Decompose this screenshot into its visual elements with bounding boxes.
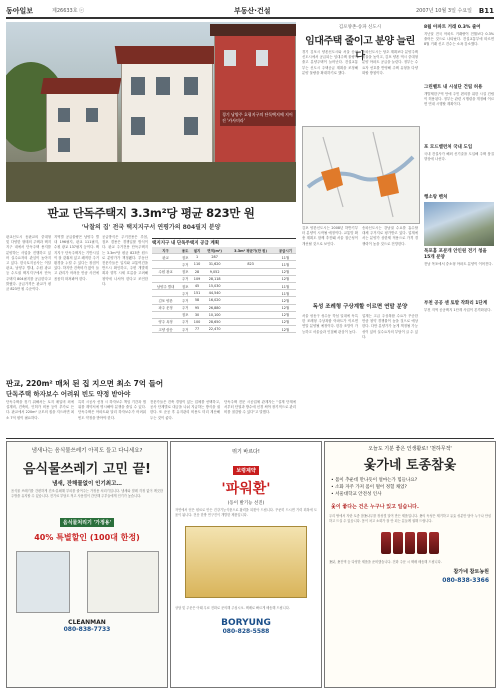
section-title: 부동산·건설 — [234, 7, 271, 15]
lead-photo — [6, 22, 296, 202]
ad2-body: 자연에서 얻은 원료로 만든 건강기능식품으로 활력을 되찾아 드립니다. 꾸준히 드시면 기력 회복에 도움이 됩니다. 전문 한방 연구진이 개발한 제품입니다. — [175, 508, 317, 517]
right-headline: 임대주택 줄이고 분양 늘린다 — [305, 36, 415, 62]
briefs-column — [424, 22, 494, 427]
table-cell: 점포 — [179, 311, 191, 318]
table-cell: 12월 — [275, 275, 296, 282]
ad1-badge: 음식물처리기 '가정용' — [60, 518, 114, 527]
map-graphic — [303, 127, 419, 223]
table-row — [152, 261, 296, 268]
site-map — [302, 126, 420, 224]
table-cell: 28 — [191, 268, 203, 275]
table-cell: 주거 — [179, 297, 191, 304]
brief-head-5: 목포홈 포분개 안인원 전기 청을 15개 분양 — [424, 249, 487, 260]
table-cell: 151 — [191, 290, 203, 297]
table-row — [152, 282, 296, 289]
right-article — [302, 22, 418, 427]
ad2-tag: 보령제약 — [233, 466, 258, 475]
table-cell: 58 — [191, 297, 203, 304]
table-cell: 점포 — [179, 254, 191, 261]
table-cell: 28,118 — [203, 275, 226, 282]
table-cell — [226, 290, 275, 297]
ad2-kicker: 뛰기 바르다! — [232, 449, 260, 455]
table-row — [152, 297, 296, 304]
ad3-body: 우리 땅에서 자란 토종 참옻나무를 정성껏 달여 만든 제품입니다. 옻의 독성은 제거하고 유효 성분만 담아 누구나 안심하고 드실 수 있습니다. 몸이 차고 소화가 잘 안 되는 분들께 권해 드립니다. — [329, 514, 491, 523]
table-row — [152, 318, 296, 325]
ad3-product-image — [325, 532, 495, 558]
newspaper-logo: 동아일보 — [6, 7, 34, 15]
table-cell — [152, 311, 179, 318]
table-row — [152, 304, 296, 311]
table-header: 용도 — [179, 247, 191, 254]
brief-text-5: 전남 목포에서 중소형 아파트 분양이 이어진다. — [424, 262, 493, 266]
brief-text-6: 부천 지역 공공택지 1단계 사업이 본격화된다. — [424, 308, 492, 312]
right-column-2: 송파신도시는 당초 계획보다 분양주택 비율을 높이고, 김포 양촌 역시 중대형 분양 아파트 공급을 늘린다. 정부는 수요자 선호를 반영해 주택 유형을 다양화할 방침이다. — [362, 50, 418, 75]
right-column-4: 송파신도시는 강남권 수요를 흡수할 대체 주거지로 평가받고 있다. 업계에서는 분양가 상한제 적용으로 가격 경쟁력이 높을 것으로 전망한다. — [362, 226, 418, 246]
table-row — [152, 326, 296, 333]
table-cell: 31,620 — [203, 261, 226, 268]
main-subheadline: '낙찰의 집' 전국 택지지구서 연평가의 804필지 분양 — [81, 224, 221, 231]
right-kicker: 김포양촌-송파 신도시 — [338, 25, 382, 30]
ad-divider — [6, 438, 494, 439]
brief-head-3: 포 모드밸런처 국내 도입 — [424, 145, 473, 150]
table-cell: 12월 — [275, 318, 296, 325]
ad3-brand: 참가네 참토농원 — [453, 569, 489, 576]
ad2-subheadline: (동이 발기능 선진) — [227, 501, 265, 506]
ad1-headline: 음식물쓰레기 고민 끝! — [22, 462, 151, 477]
ad2-brand: BORYUNG — [221, 618, 271, 629]
table-cell — [226, 326, 275, 333]
table-cell: 11월 — [275, 290, 296, 297]
table-header: 면적(m²) — [203, 247, 226, 254]
table-cell: 주거 — [179, 261, 191, 268]
table-cell: 11월 — [275, 261, 296, 268]
table-cell: 12월 — [275, 297, 296, 304]
table-cell: 77 — [191, 326, 203, 333]
mid-column-1: 단독주택을 짓기 위해서는 토지 매입비 외에 설계비, 건축비, 인허가 비용 등이 추가로 든다. 판교에서 220m² 규모의 집을 지으려면 최소 7억 원이 필요하다. — [6, 400, 74, 420]
table-cell: 김포 양촌 — [152, 297, 179, 304]
table-cell — [226, 275, 275, 282]
table-row — [152, 311, 296, 318]
table-cell: 12월 — [275, 304, 296, 311]
table-cell: 12월 — [275, 311, 296, 318]
ad-food-waste — [6, 441, 168, 688]
brief-text-1: 지난달 전국 아파트 거래량이 전월보다 0.3% 줄어든 것으로 나타났다. 건설교통부에 따르면 8월 거래 신고 건수는 소폭 감소했다. — [424, 32, 494, 47]
supply-table-grid — [152, 247, 296, 333]
ad3-bullet: • 몸이 추운데 만나듯이 얼마는가 힘들나요? — [331, 478, 418, 483]
mid-column-2: 특히 시공사 선정 시 하자보수 책임 기간과 범위를 계약서에 명시해야 분쟁을 줄일 수 있다. 단독주택은 아파트와 달리 하자보수가 어려워 빈도 약정을 받아야 한다. — [78, 400, 146, 420]
table-cell — [152, 290, 179, 297]
table-cell — [226, 311, 275, 318]
table-cell — [226, 318, 275, 325]
ad-boryung — [170, 441, 322, 688]
table-cell: 주거 — [179, 304, 191, 311]
table-header: 공급시기 — [275, 247, 296, 254]
table-cell: 26,880 — [203, 304, 226, 311]
table-cell: 823 — [226, 261, 275, 268]
table-title: 택지지구 내 단독주택지 공급 계획 — [152, 241, 220, 246]
ad2-phone: 080-828-5588 — [222, 628, 270, 636]
brief-head-4: 행소랑 벤처 — [424, 195, 448, 200]
table-cell: 파주 운정 — [152, 304, 179, 311]
ad1-brand: CLEANMAN — [68, 618, 106, 626]
ad3-bullet: • 소화 자주 가져 몸이 떨어 정혈 채었? — [331, 485, 407, 490]
table-cell: 287 — [203, 254, 226, 261]
table-cell: 11월 — [275, 254, 296, 261]
ad3-kicker: 오늘도 기분 좋은 인생활로! '천하무적' — [368, 446, 452, 452]
supply-table — [152, 238, 296, 379]
table-cell: 12월 — [275, 326, 296, 333]
brief-head-6: 부천 공공 센 토발 작화리 1단계 — [424, 301, 488, 306]
ad3-bullet: • 서울대학교 안전성 인사 — [331, 492, 382, 497]
table-cell — [226, 268, 275, 275]
table-cell: 9,052 — [203, 268, 226, 275]
table-cell — [226, 304, 275, 311]
brief-head-2: 그린벨트 내 시설단 건립 허용 — [424, 85, 483, 90]
table-cell: 10,100 — [203, 311, 226, 318]
table-cell: 12월 — [275, 268, 296, 275]
table-cell: 11월 — [275, 282, 296, 289]
table-cell — [226, 297, 275, 304]
table-header: 필지 — [191, 247, 203, 254]
table-cell: 15,030 — [203, 282, 226, 289]
ad1-promo: 40% 특별할인 (100대 한정) — [34, 532, 140, 542]
table-cell: 점포 — [179, 282, 191, 289]
right-column-1: 경기 김포시 양촌신도시와 서울 송파신도시에서 공급되는 임대주택 물량이 줄고 분양주택이 늘어난다. 건설교통부는 신도시 주택공급 계획을 조정해 분양 물량을 확대하기로 했다. — [302, 50, 358, 75]
table-cell: 고양 삼송 — [152, 326, 179, 333]
ad1-kicker: 냄새나는 음식물쓰레기 아직도 들고 다니세요? — [31, 448, 143, 454]
table-cell — [152, 261, 179, 268]
brief-text-2: 개발제한구역 안에 주민 편의를 위한 시설 건립이 허용된다. 정부는 관련 시행령을 개정해 이르면 연내 시행할 계획이다. — [424, 92, 494, 107]
table-cell: 110 — [191, 261, 203, 268]
ad1-subheadline: 냄새, 잔해물없이 인기최고… — [52, 481, 122, 487]
ad2-headline: '파워환' — [221, 481, 271, 497]
ad2-product-image — [185, 526, 307, 598]
table-cell: 109 — [191, 275, 203, 282]
ad2-body-2: 상담 및 주문은 아래 무료 전화로 문의해 주십시오. 택배로 빠르게 배송해 드립니다. — [175, 605, 290, 610]
brief-head-1: 8월 아파트 거래 0.3% 줄어 — [424, 25, 481, 30]
table-cell: 100 — [191, 318, 203, 325]
ad1-phone: 080-838-7733 — [63, 625, 111, 633]
article-column-2: 지역별 공급물량은 남양주 별내 196필지, 판교 111필지, 수원 광교 137필지 등이다. 택지지구 단독주택지는 기반시설이 잘 갖춰져 있고 쾌적한 주거환경을 누릴 수 있다는 장점이 있다. 하지만 건축비가 많이 들고 관리가 어려운 만큼 사전에 꼼꼼히 따져봐야 한다. — [54, 235, 99, 281]
table-header: 3.3m² 평균가(만 원) — [226, 247, 275, 254]
table-cell: 남양주 별내 — [152, 282, 179, 289]
table-cell: 주거 — [179, 290, 191, 297]
right-column-6: 업계는 고급 주상복합 수요가 꾸준한 만큼 청약 경쟁률이 높을 것으로 예상한다. 다만 분양가가 높게 책정될 가능성이 있어 실수요자의 부담이 클 수 있다. — [362, 314, 418, 339]
ad1-body: 음식물 쓰레기를 간편하게 건조·분쇄해 부피를 줄여주는 가정용 처리기입니다. 냄새와 벌레 걱정 없이 깨끗한 주방을 유지할 수 있습니다. 전기료 부담도 적고 사용법이 간단해 주부들에게 인기가 높습니다. — [11, 489, 163, 498]
table-cell — [152, 275, 179, 282]
table-cell: 주거 — [179, 275, 191, 282]
table-cell: 28,650 — [203, 318, 226, 325]
mid-column-3: 전문가들은 건축 경험이 있는 업체를 선택하고, 공사 단계별로 대금을 나눠 지급하는 방식을 권한다. 또 준공 후 유지관리 비용도 미리 계산해 두는 것이 좋다. — [150, 400, 220, 420]
table-cell: 45 — [191, 282, 203, 289]
publication-date: 2007년 10월 3일 수요일 — [415, 8, 472, 14]
ad1-product-image-2 — [87, 551, 159, 613]
table-cell: 점포 — [179, 268, 191, 275]
article-column-1: 판교신도시 동판교의 중대형 및 다양한 형태의 주택과 택지지구 내에서 단독주택 용지를 분양하는 사업을 진행하고 있어 실수요자의 관심이 높아지고 있다. 한국토지공사는 이달 판교, 남양주 별내, 수원 광교 등 수도권 택지지구에서 단독주택지 804필지를 공급한다고 밝혔다. 공급가격은 판교가 평균 823만 원 수준이다. — [6, 235, 51, 292]
ad1-product-image — [16, 551, 70, 613]
table-cell — [226, 254, 275, 261]
table-row — [152, 254, 296, 261]
ad3-body-2: 옻닭, 옻진액 등 다양한 제품을 준비했습니다. 전화 주문 시 택배 배송해 드립니다. — [329, 559, 442, 564]
table-cell: 44,540 — [203, 290, 226, 297]
table-cell: 22,470 — [203, 326, 226, 333]
table-row — [152, 268, 296, 275]
brief-text-3: 국내 건설사가 해외 신기술을 도입해 주택 품질 향상에 나선다. — [424, 152, 494, 162]
right-headline-2: 독성 조례형 구상계할 이르면 연말 분양 — [312, 304, 408, 310]
page-number: B11 — [478, 7, 494, 15]
mid-headline: 판교, 220m² 매처 된 집 지으면 최소 7억 들어 — [6, 379, 164, 388]
ad3-subheadline: 옻이 좋다는 건은 누구나 있고 일습니다. — [331, 504, 419, 510]
table-cell: 95 — [191, 304, 203, 311]
table-cell: 주거 — [179, 318, 191, 325]
main-headline: 판교 단독주택지 3.3m²당 평균 823만 원 — [47, 206, 255, 220]
ad3-headline: 옻가네 토종참옻 — [363, 458, 457, 473]
mid-column-4: 단독주택 전문 시공업체 관계자는 "설계 단계에서부터 단열과 방수에 신경 써야 장기적으로 관리비를 절감할 수 있다"고 말했다. — [224, 400, 296, 415]
article-column-3: 공급방식은 주거전용은 추첨, 점포 겸용은 경쟁입찰 방식이다. 판교 주거전용 단독주택지는 3.3m²당 평균 823만 원으로 분양가가 책정됐다. 부동산 전문가들은 입지와 교통여건을 반드시 확인하고, 주변 개발계획과 향후 시세 흐름을 고려해 청약에 나서야 한다고 조언한다. — [102, 235, 148, 286]
table-cell: 1 — [191, 254, 203, 261]
table-header: 지구 — [152, 247, 179, 254]
table-cell: 수원 광교 — [152, 268, 179, 275]
brief-photo — [424, 202, 494, 246]
table-cell: 판교 — [152, 254, 179, 261]
page-header — [6, 5, 494, 19]
table-row — [152, 275, 296, 282]
table-cell: 주거 — [179, 326, 191, 333]
photo-caption: 경기 남양주 호평지구의 단독택지에 지어진 '카사미라' — [220, 110, 296, 126]
ad3-phone: 080-838-3366 — [442, 577, 489, 585]
mid-subheadline: 단독주택 하자보수 어려워 빈도 약정 받아야 — [6, 390, 131, 398]
table-cell: 30 — [191, 311, 203, 318]
table-row — [152, 290, 296, 297]
ad-lacquer-tree — [324, 441, 496, 688]
right-column-5: 서울 성동구 성수동 뚝섬 일대에 독특한 조례형 주상복합 아파트가 이르면 연말 분양될 예정이다. 한강 조망이 가능하고 서울숲과 인접해 관심이 높다. — [302, 314, 358, 334]
table-cell: 16,020 — [203, 297, 226, 304]
table-cell: 양주 옥정 — [152, 318, 179, 325]
table-cell — [226, 282, 275, 289]
issue-number: 제26633호 ⓒ — [52, 8, 85, 14]
right-column-3: 김포 양촌신도시는 2008년 하반기부터 분양이 시작될 예정이다. 교통망 확충 계획도 함께 추진돼 서울 접근성이 개선될 것으로 보인다. — [302, 226, 358, 246]
